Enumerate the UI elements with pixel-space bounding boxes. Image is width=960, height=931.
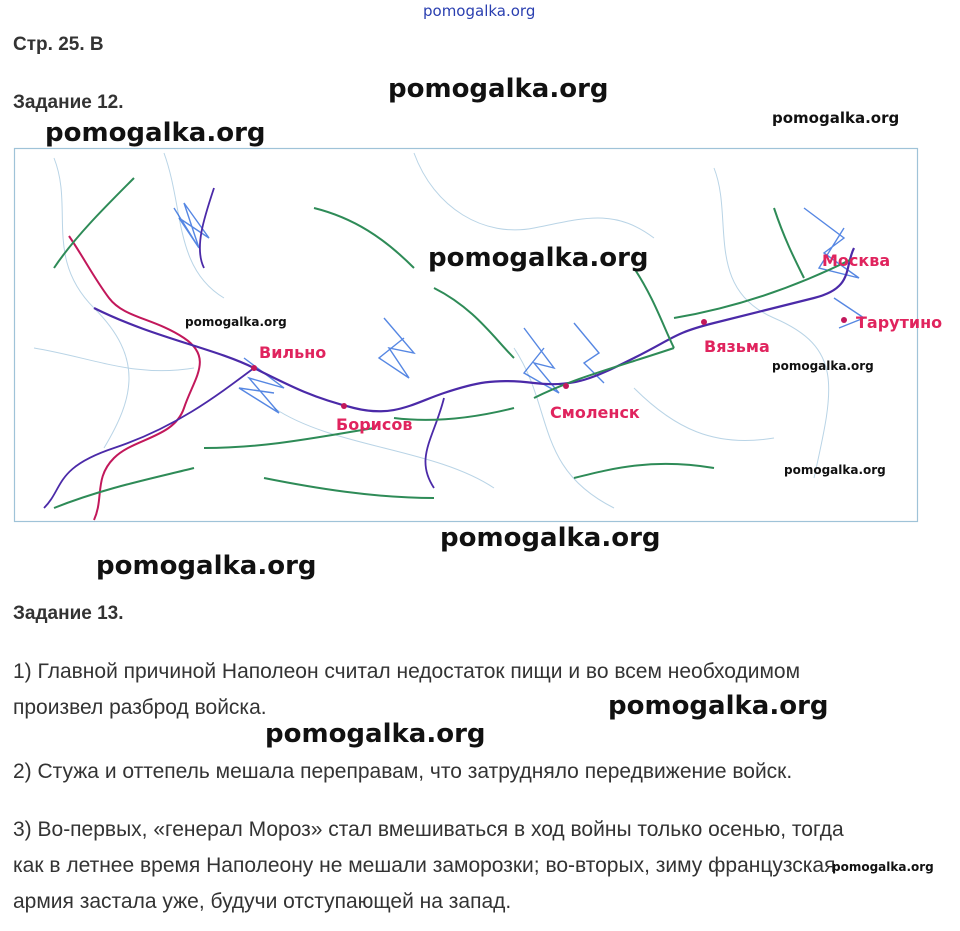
answer-1: 1) Главной причиной Наполеон считал недостаток пищи и во всем необходимом произвел разброд войска.	[13, 660, 801, 719]
watermark: pomogalka.org	[440, 523, 661, 553]
page-title: Стр. 25. В	[13, 34, 104, 55]
watermark: pomogalka.org	[784, 463, 886, 477]
city-label-vyazma: Вязьма	[704, 337, 770, 356]
city-label-moscow: Москва	[822, 251, 891, 270]
city-label-tarutino: Тарутино	[856, 313, 943, 332]
watermark: pomogalka.org	[608, 691, 829, 721]
task12-heading: Задание 12.	[13, 92, 124, 113]
answer-2: 2) Стужа и оттепель мешала переправам, что затрудняло передвижение войск.	[13, 760, 793, 783]
watermark: pomogalka.org	[388, 74, 609, 104]
city-label-borisov: Борисов	[336, 415, 413, 434]
watermark-top: pomogalka.org	[423, 2, 536, 20]
war-map	[14, 148, 943, 522]
watermark: pomogalka.org	[45, 118, 266, 148]
watermark: pomogalka.org	[185, 315, 287, 329]
watermark: pomogalka.org	[772, 109, 900, 127]
watermark: pomogalka.org	[428, 243, 649, 273]
watermark: pomogalka.org	[265, 719, 486, 749]
task13-heading: Задание 13.	[13, 603, 124, 624]
city-label-smolensk: Смоленск	[550, 403, 640, 422]
watermark: pomogalka.org	[832, 860, 934, 874]
watermark: pomogalka.org	[772, 359, 874, 373]
answer-3: 3) Во-первых, «генерал Мороз» стал вмешиваться в ход войны только осенью, тогда как в летнее время Наполеону не мешали заморозки; во-вторых, зиму французская армия застала уже, будучи отступающей на запад.	[13, 818, 844, 913]
city-label-vilno: Вильно	[259, 343, 327, 362]
map-drawing	[14, 148, 943, 522]
watermark: pomogalka.org	[96, 551, 317, 581]
